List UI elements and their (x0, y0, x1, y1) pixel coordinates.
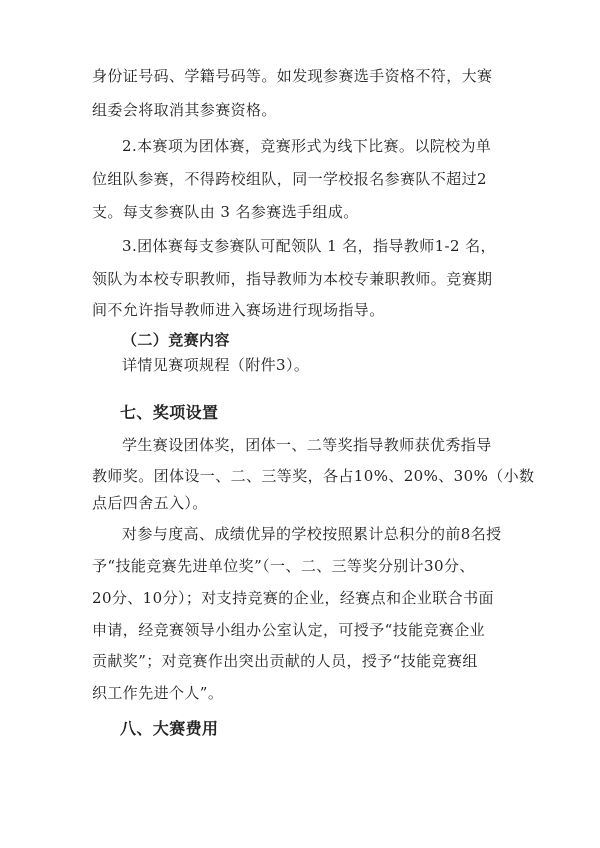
body-text-line: 学生赛设团体奖，团体一、二等奖指导教师获优秀指导 (122, 436, 492, 454)
body-text-line: 教师奖。团体设一、二、三等奖，各占10%、20%、30%（小数 (92, 467, 535, 485)
body-text-line: 身份证号码、学籍号码等。如发现参赛选手资格不符，大赛 (92, 67, 493, 85)
body-text-line: 点后四舍五入）。 (92, 494, 208, 512)
body-text-line: 3.团体赛每支参赛队可配领队 1 名，指导教师1-2 名， (122, 237, 496, 255)
body-text-line: 位组队参赛，不得跨校组队，同一学校报名参赛队不超过2 (92, 170, 487, 188)
body-text-line: 间不允许指导教师进入赛场进行现场指导。 (92, 301, 385, 319)
body-text-line: 支。每支参赛队由 3 名参赛选手组成。 (92, 203, 359, 221)
body-text-line: 组委会将取消其参赛资格。 (92, 101, 277, 119)
section-heading: 七、奖项设置 (120, 403, 219, 422)
body-text-line: 织工作先进个人”。 (92, 684, 224, 702)
body-text-line: 对参与度高、成绩优异的学校按照累计总积分的前8名授 (122, 525, 502, 543)
body-text-line: 贡献奖”；对竞赛作出突出贡献的人员，授予“技能竞赛组 (92, 652, 478, 670)
section-heading: 八、大赛费用 (120, 719, 219, 738)
body-text-line: 2.本赛项为团体赛，竞赛形式为线下比赛。以院校为单 (122, 137, 492, 155)
body-text-line: 申请，经竞赛领导小组办公室认定，可授予“技能竞赛企业 (92, 621, 486, 639)
body-text-line: 领队为本校专职教师，指导教师为本校专兼职教师。竞赛期 (92, 270, 493, 288)
body-text-line: 20分、10分）；对支持竞赛的企业，经赛点和企业联合书面 (92, 589, 494, 607)
section-subheading: （二）竞赛内容 (122, 331, 230, 349)
body-text-line: 予“技能竞赛先进单位奖”（一、二、三等奖分别计30分、 (92, 557, 475, 575)
body-text-line: 详情见赛项规程（附件3）。 (122, 356, 310, 374)
